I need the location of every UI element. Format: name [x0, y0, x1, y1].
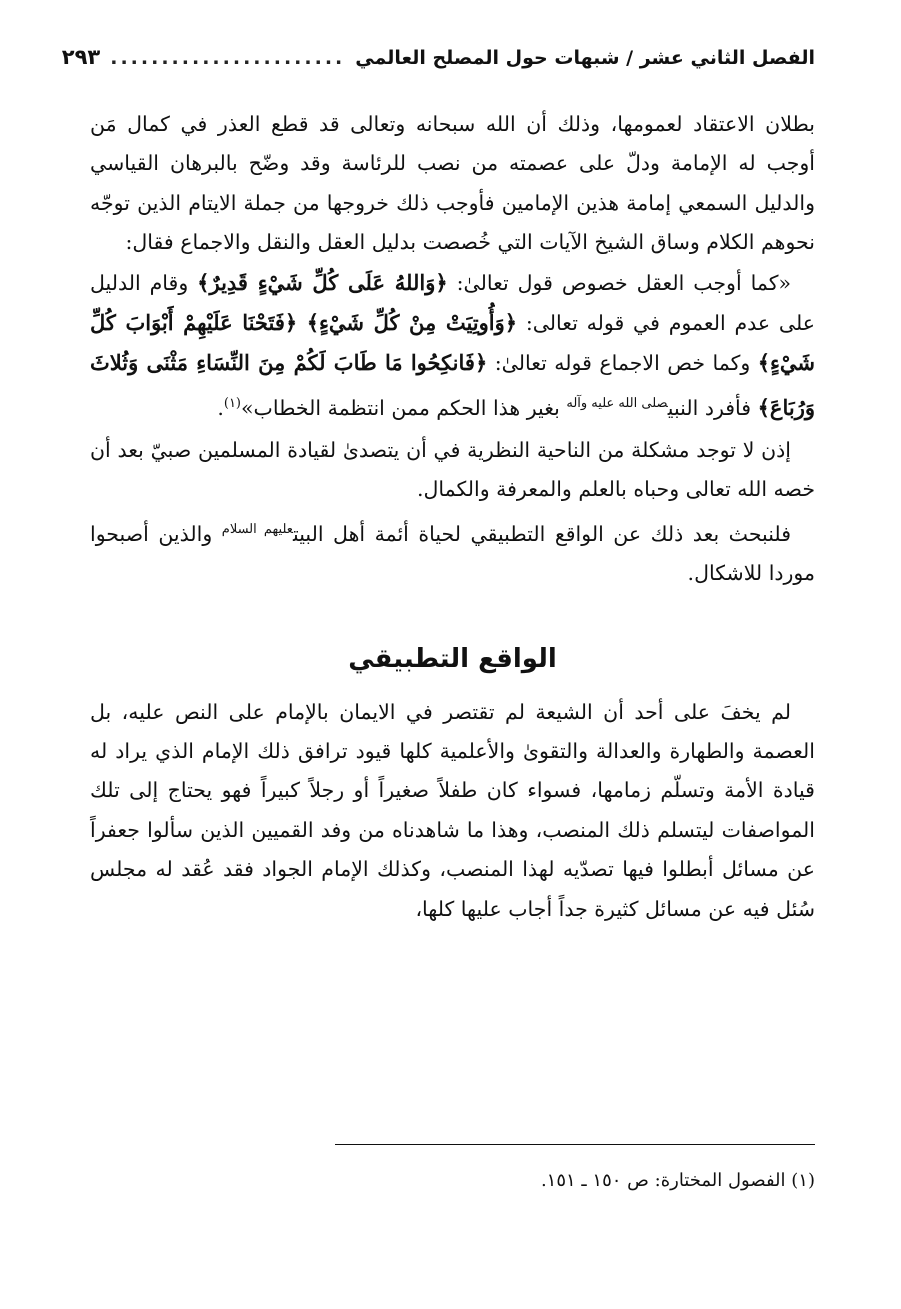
paragraph	[90, 105, 815, 263]
quran-verse: ﴿فَانكِحُوا مَا طَابَ لَكُمْ مِنَ النِّسَاءِ مَثْنَى وَثُلاثَ وَرُبَاعَ﴾	[90, 350, 815, 420]
text-run: فأفرد النبي	[667, 395, 758, 420]
quran-verse: ﴿وَاللهُ عَلَى كُلِّ شَيْءٍ قَدِيرٌ﴾	[197, 269, 448, 295]
footnote-divider	[335, 1144, 815, 1145]
text-run: والذين أصبحوا موردا للاشكال.	[90, 521, 815, 586]
body-text	[90, 105, 815, 929]
honorific-mark: عليهم السلام	[221, 521, 294, 537]
section-heading: الواقع التطبيقي	[348, 643, 557, 674]
text-run: وقام الدليل على عدم العموم في قوله تعالى:	[90, 270, 815, 336]
honorific-mark: صلى الله عليه وآله	[566, 395, 668, 411]
text-run: إذن لا توجد مشكلة من الناحية النظرية في أن يتصدىٰ لقيادة المسلمين صبيّ بعد أن خصه الله تعالى وحباه بالعلم والمعرفة والكمال.	[90, 438, 815, 502]
book-page	[61, 40, 815, 1280]
footnote: (١) الفصول المختارة: ص ١٥٠ ـ ١٥١.	[540, 1170, 815, 1191]
text-run: «كما أوجب العقل خصوص قول تعالىٰ:	[447, 270, 791, 295]
text-run: وكما خص الاجماع قوله تعالىٰ:	[487, 351, 758, 376]
paragraph	[90, 510, 815, 594]
footnote-ref: (١)	[223, 395, 241, 411]
text-run: فلنبحث بعد ذلك عن الواقع التطبيقي لحياة أئمة أهل البيت	[293, 521, 792, 546]
running-header	[61, 40, 815, 75]
page-number: ٢٩٣	[61, 45, 101, 69]
chapter-title: الفصل الثاني عشر / شبهات حول المصلح العالمي	[355, 47, 815, 69]
text-run: .	[217, 395, 224, 420]
paragraph-quotation	[90, 263, 815, 428]
text-run: لم يخفَ على أحد أن الشيعة لم تقتصر في الايمان بالإمام على النص عليه، بل العصمة والطهارة والعدالة والتقوىٰ والأعلمية كلها قيود ترافق ذلك الإمام الذي يراد له قيادة الأمة وتسلّم زمامها، فسواء كان طفلاً صغيراً أو رجلاً كبيراً فهو يحتاج إلى تلك المواصفات ليتسلم ذلك المنصب، وهذا ما شاهدناه من وفد القميين الذين سألوا جعفراً عن مسائل أبطلوا فيها تصدّيه لهذا المنصب، وكذلك الإمام الجواد فقد عُقد له مجلس سُئل فيه عن مسائل كثيرة جداً أجاب عليها كلها،	[90, 699, 815, 921]
paragraph	[90, 431, 815, 510]
quran-verse: ﴿وَأُوتِيَتْ مِنْ كُلِّ شَيْءٍ﴾ ﴿فَتَحْنَا عَلَيْهِمْ أَبْوَابَ كُلِّ شَيْءٍ﴾	[90, 310, 815, 376]
text-run: بغير هذا الحكم ممن انتظمة الخطاب»	[241, 395, 567, 420]
dot-leader: .......................	[110, 47, 346, 69]
paragraph	[90, 693, 815, 929]
text-run: بطلان الاعتقاد لعمومها، وذلك أن الله سبحانه وتعالى قد قطع العذر في كمال مَن أوجب له الإمامة ودلّ على عصمته من نصب للرئاسة وقد وضّح بالبرهان القياسي والدليل السمعي إمامة هذين الإمامين فأوجب ذلك خروجها من جملة الايتام الذين توجّه نحوهم الكلام وساق الشيخ الآيات التي خُصصت بدليل العقل والنقل والاجماع فقال:	[90, 112, 815, 255]
